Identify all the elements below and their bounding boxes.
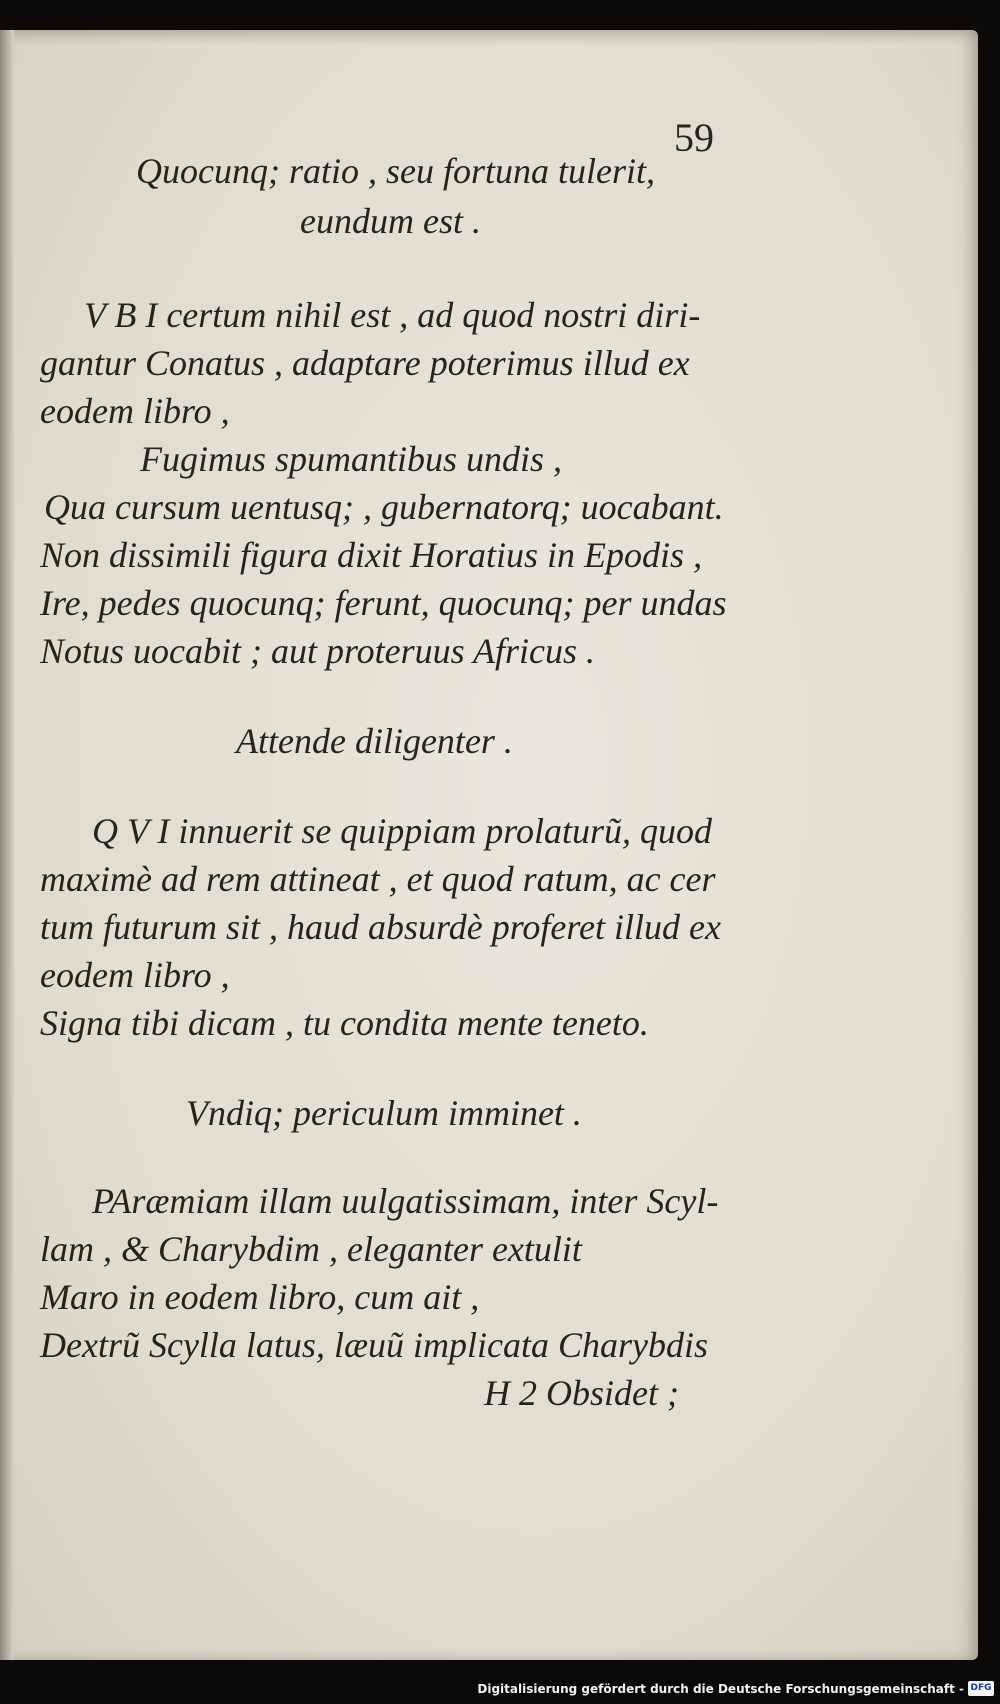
text-line: eodem libro ,: [40, 955, 230, 995]
text-line: Ire, pedes quocunq; ferunt, quocunq; per undas: [40, 583, 727, 623]
text-line: eodem libro ,: [40, 391, 230, 431]
page-text: [0, 30, 978, 1660]
text-line: Signa tibi dicam , tu condita mente teneto.: [40, 1003, 649, 1043]
dfg-logo-icon: DFG: [968, 1681, 994, 1696]
page-number: 59: [674, 115, 714, 160]
text-line: PAræmiam illam uulgatissimam, inter Scyl-: [92, 1181, 719, 1221]
text-line: eundum est .: [300, 201, 481, 241]
text-line: Qua cursum uentusq; , gubernatorq; uocabant.: [44, 487, 724, 527]
text-line: Dextrũ Scylla latus, læuũ implicata Charybdis: [40, 1325, 708, 1365]
text-line: Quocunq; ratio , seu fortuna tulerit,: [136, 151, 655, 191]
section-heading: Vndiq; periculum imminet .: [186, 1093, 582, 1133]
digitization-footer: [0, 1674, 1000, 1704]
book-page: [0, 30, 978, 1660]
text-line: V B I certum nihil est , ad quod nostri diri-: [84, 295, 701, 335]
text-line: Notus uocabit ; aut proteruus Africus .: [40, 631, 596, 671]
text-line: Fugimus spumantibus undis ,: [140, 439, 563, 479]
text-line: maximè ad rem attineat , et quod ratum, ac cer: [40, 859, 716, 899]
text-line: lam , & Charybdim , eleganter extulit: [40, 1229, 582, 1269]
text-line: Q V I innuerit se quippiam prolaturũ, quod: [92, 811, 712, 851]
text-line: Maro in eodem libro, cum ait ,: [40, 1277, 480, 1317]
text-line: gantur Conatus , adaptare poterimus illud ex: [40, 343, 690, 383]
text-line: Non dissimili figura dixit Horatius in Epodis ,: [40, 535, 703, 575]
catchword-signature: H 2 Obsidet ;: [484, 1373, 679, 1413]
footer-credit: Digitalisierung gefördert durch die Deutsche Forschungsgemeinschaft -: [477, 1682, 964, 1696]
text-line: tum futurum sit , haud absurdè proferet illud ex: [40, 907, 721, 947]
section-heading: Attende diligenter .: [236, 721, 513, 761]
